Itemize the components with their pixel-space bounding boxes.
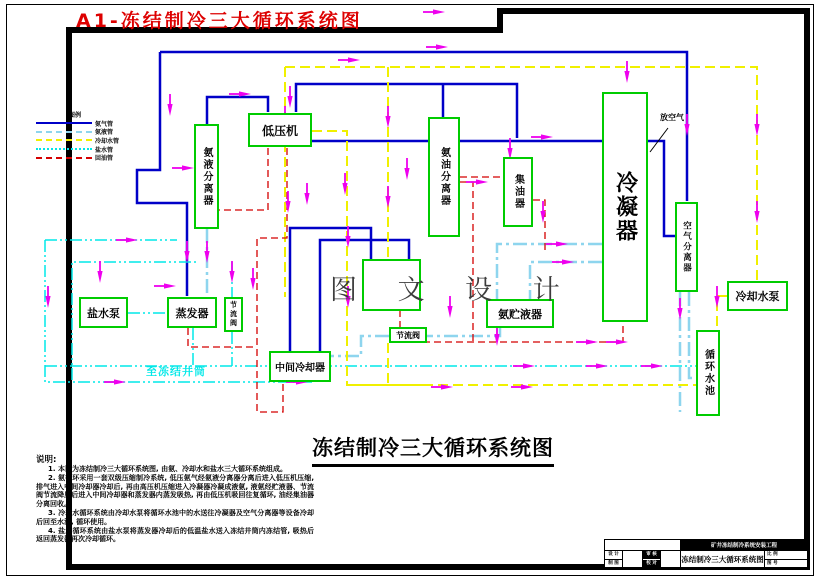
flow-arrow-icon (423, 9, 445, 14)
flow-arrow-icon (714, 286, 719, 308)
scale-label: 比 例 (765, 551, 807, 560)
note-item: 4. 盐水循环系统由盐水泵将蒸发器冷却后的低温盐水送入冻结井筒内冻结管, 吸热后返回蒸发器再次冷却循环。 (36, 526, 314, 544)
brine-pump-box: 盐水泵 (79, 297, 128, 328)
flow-arrow-icon (431, 384, 453, 389)
circulating-water-pool-box: 循环水池 (696, 330, 720, 416)
review-label: 校 对 (646, 560, 657, 566)
flow-arrow-icon (426, 44, 448, 49)
cooling-water-pump-box: 冷却水泵 (727, 281, 788, 311)
flow-arrow-icon (385, 186, 390, 208)
legend-item (36, 145, 156, 154)
flow-arrow-icon (287, 86, 292, 108)
flow-arrow-icon (531, 134, 553, 139)
throttle-valve-2-box: 节流阀 (224, 297, 243, 332)
title-block-blank-cell (605, 540, 681, 550)
condenser-box: 冷凝器 (602, 92, 648, 322)
signature-cell-2 (661, 551, 681, 567)
legend-item-label: 回油管 (95, 155, 114, 163)
flow-arrow-icon (466, 179, 488, 184)
notes-block (36, 453, 314, 544)
flow-arrow-icon (606, 339, 628, 344)
intermediate-cooler-box: 中间冷却器 (269, 351, 331, 382)
flow-arrow-icon (624, 61, 629, 83)
flow-arrow-icon (45, 286, 50, 308)
flow-arrow-icon (586, 363, 608, 368)
notes-heading: 说明: (36, 455, 57, 465)
flow-arrow-icon (184, 241, 189, 263)
legend-item (36, 136, 156, 145)
flow-arrow-icon (677, 298, 682, 320)
flow-arrow-icon (154, 283, 176, 288)
sheet-header-title: A1-冻结制冷三大循环系统图 (76, 10, 363, 32)
legend (36, 110, 156, 162)
flow-arrow-icon (172, 165, 194, 170)
flow-arrow-icon (576, 339, 598, 344)
watermark-text: 图 文 设 计 (330, 275, 576, 306)
flow-arrow-icon (304, 183, 309, 205)
designer-cell (605, 551, 623, 567)
flow-arrow-icon (345, 226, 350, 248)
legend-item (36, 119, 156, 128)
pipe-lines (45, 52, 757, 412)
flow-arrow-icon (641, 363, 663, 368)
legend-line-sample (36, 157, 92, 159)
flow-arrow-icon (552, 259, 574, 264)
title-block (604, 539, 808, 568)
flow-arrow-icon (513, 363, 535, 368)
freezing-shaft-annotation: 至冻结井筒 (146, 365, 206, 378)
legend-item-label: 氨气管 (95, 120, 114, 128)
flow-arrow-icon (385, 106, 390, 128)
flow-arrow-icon (250, 268, 255, 290)
legend-item-label: 盐水管 (95, 146, 114, 154)
ammonia-oil-separator-box: 氨油分离器 (428, 117, 460, 237)
evaporator-box: 蒸发器 (167, 297, 217, 328)
flow-arrow-icon (116, 237, 138, 242)
vent-annotation: 放空气 (660, 113, 684, 122)
signature-cell (623, 551, 643, 567)
flow-arrow-icon (167, 94, 172, 116)
design-label: 设 计 (605, 551, 622, 560)
flow-arrow-icon (285, 191, 290, 213)
note-item: 2. 氨循环采用一套双级压缩制冷系统, 低压氨气经氨液分离器分离后进入低压机压缩, 排气进入中间冷却器冷却后, 再由高压机压缩进入冷凝器冷凝成液氨, 液氨经贮液器、节流阀节流降压后进入中间冷却器和蒸发器内蒸发吸热, 再由低压机吸回往复循环, 油经集油器分离回收。 (36, 473, 314, 509)
draft-label: 制 图 (608, 560, 619, 566)
note-item: 1. 本图为冻结制冷三大循环系统图, 由氨、冷却水和盐水三大循环系统组成。 (48, 465, 288, 473)
flow-arrow-icon (204, 241, 209, 263)
legend-item-label: 冷却水管 (95, 137, 120, 145)
legend-item-label: 氨液管 (95, 129, 114, 137)
legend-line-sample (36, 131, 92, 133)
check-label: 审 核 (643, 551, 660, 560)
ammonia-receiver-box: 氨贮液器 (486, 299, 554, 328)
flow-arrow-icon (104, 379, 126, 384)
drawing-number-label: 图 号 (767, 560, 778, 566)
flow-arrow-icon (546, 241, 568, 246)
legend-item (36, 128, 156, 137)
flow-arrow-icon (404, 158, 409, 180)
legend-item (36, 153, 156, 162)
note-item: 3. 冷却水循环系统由冷却水泵将循环水池中的水送往冷凝器及空气分离器等设备冷却后回至水池, 循环使用。 (36, 508, 314, 526)
drawing-main-title: 冻结制冷三大循环系统图 (312, 432, 554, 467)
legend-line-sample (36, 139, 92, 141)
air-separator-box: 空气分离器 (675, 202, 698, 292)
drawing-name-cell: 冻结制冷三大循环系统图 (681, 551, 765, 567)
project-name: 矿井冻结制冷系统安装工程 (681, 540, 807, 550)
legend-line-sample (36, 148, 92, 150)
checker-cell (643, 551, 661, 567)
ammonia-liquid-separator-box: 氨液分离器 (194, 124, 219, 229)
flow-arrow-icon (754, 114, 759, 136)
scale-cell (765, 551, 807, 567)
throttle-valve-1-box: 节流阀 (389, 327, 427, 343)
legend-line-sample (36, 122, 92, 124)
legend-heading: 图例 (68, 112, 81, 119)
flow-arrow-icon (684, 114, 689, 136)
lp-compressor-box: 低压机 (248, 113, 312, 147)
flow-arrow-icon (229, 261, 234, 283)
flow-arrow-icon (754, 201, 759, 223)
flow-arrow-icon (338, 57, 360, 62)
oil-collector-box: 集油器 (503, 157, 533, 227)
flow-arrow-icon (97, 261, 102, 283)
